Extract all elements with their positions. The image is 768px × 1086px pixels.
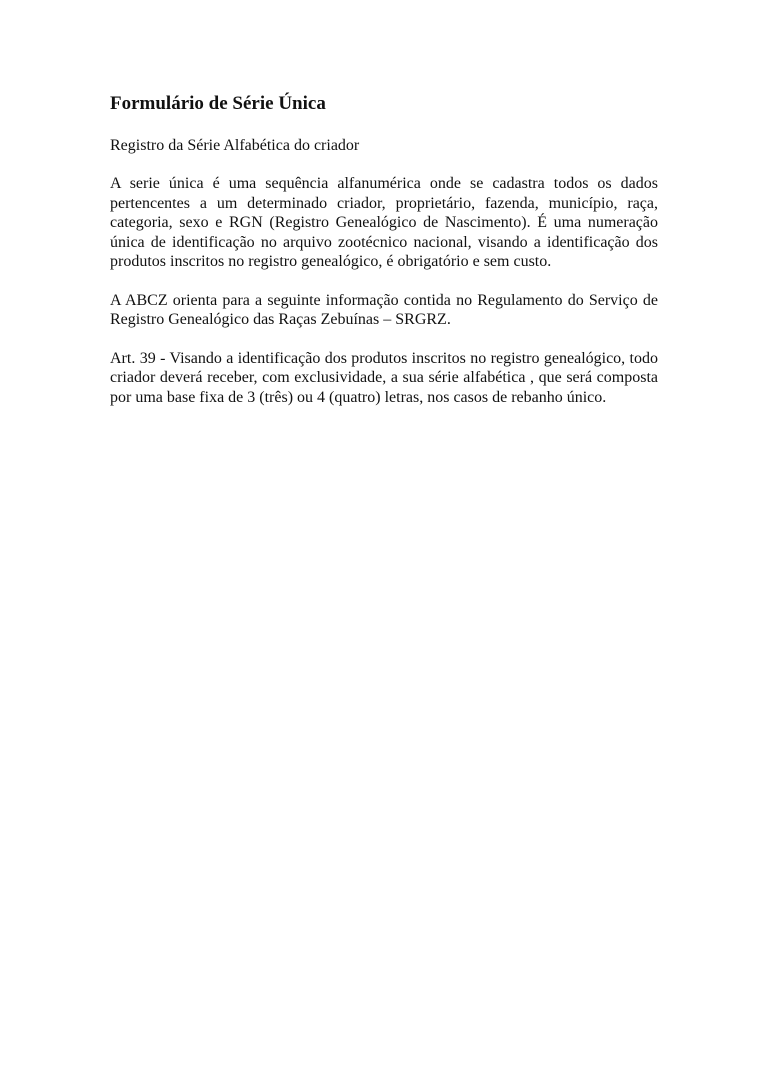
paragraph-art-39: Art. 39 - Visando a identificação dos produtos inscritos no registro genealógico, todo criador deverá receber, com exclusividade, a sua série alfabética , que será composta por uma base fixa de 3 (três) ou 4 (quatro) letras, nos casos de rebanho único. [110, 349, 658, 406]
page-subtitle: Registro da Série Alfabética do criador [110, 137, 360, 154]
page-title: Formulário de Série Única [110, 93, 326, 114]
paragraph-abcz: A ABCZ orienta para a seguinte informação contida no Regulamento do Serviço de Registro Genealógico das Raças Zebuínas – SRGRZ. [110, 291, 658, 328]
paragraph-intro: A serie única é uma sequência alfanumérica onde se cadastra todos os dados pertencentes a um determinado criador, proprietário, fazenda, município, raça, categoria, sexo e RGN (Registro Genealógico de Nascimento). É uma numeração única de identificação no arquivo zootécnico nacional, visando a identificação dos produtos inscritos no registro genealógico, é obrigatório e sem custo. [110, 175, 658, 270]
document-body [110, 92, 658, 426]
